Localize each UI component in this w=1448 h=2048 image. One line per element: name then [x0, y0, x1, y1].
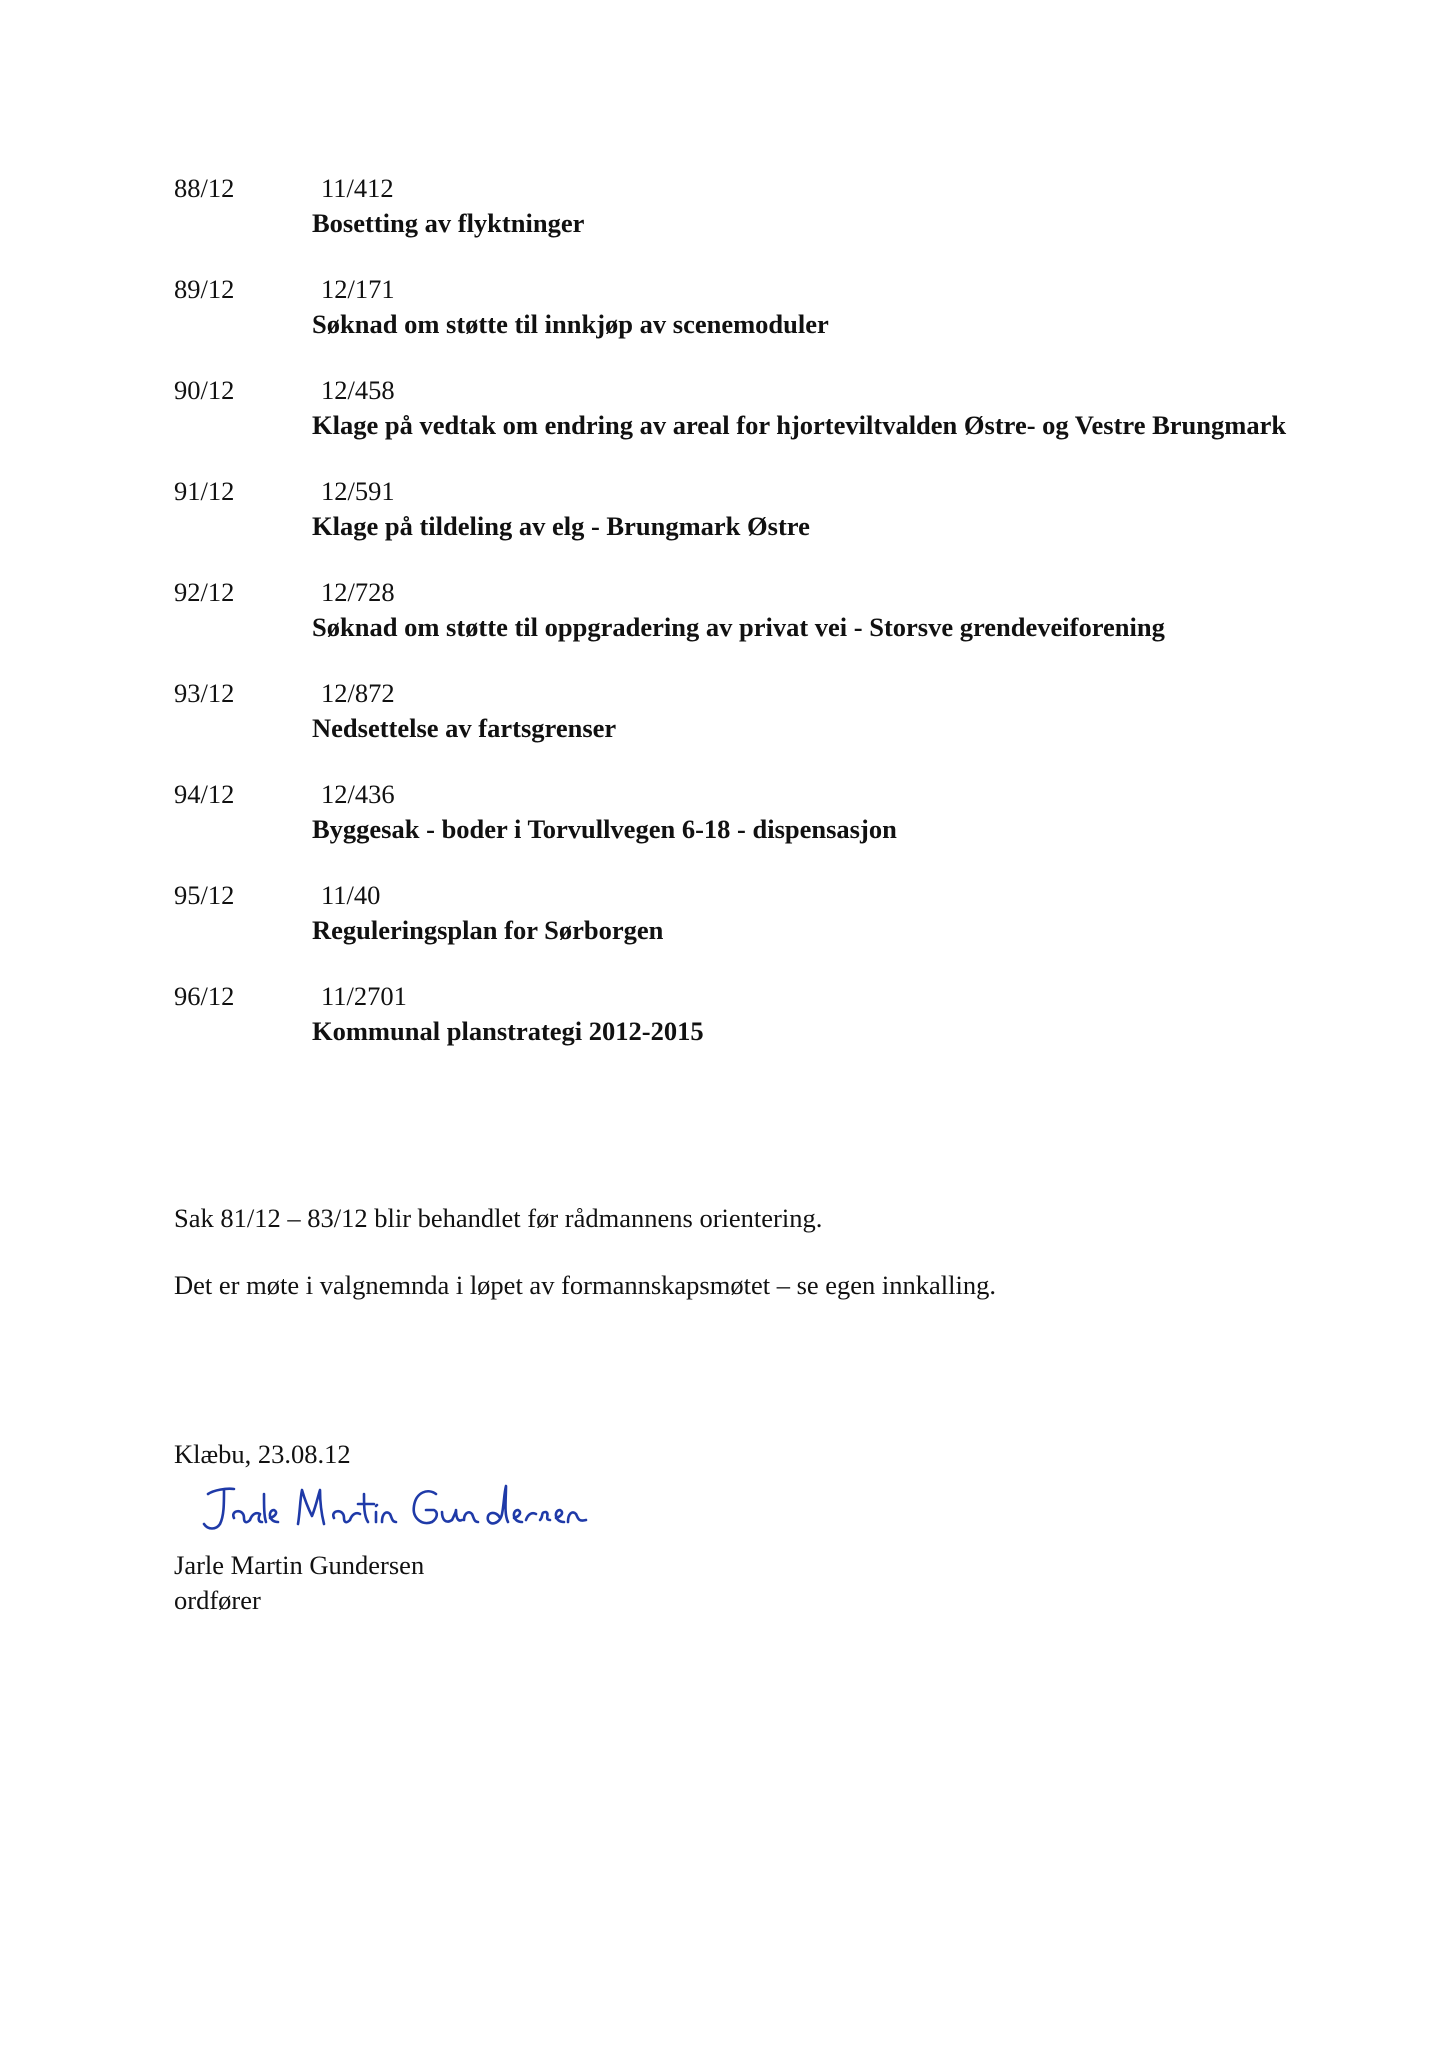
- case-number: 89/12: [174, 274, 235, 304]
- case-reference: 11/40: [321, 880, 381, 910]
- signer-role: ordfører: [174, 1585, 261, 1615]
- case-title: Klage på tildeling av elg - Brungmark Østre: [312, 511, 810, 541]
- case-title: Reguleringsplan for Sørborgen: [312, 915, 664, 945]
- case-item: [174, 978, 1314, 1048]
- case-item: [174, 574, 1314, 644]
- meeting-note: Det er møte i valgnemnda i løpet av formannskapsmøtet – se egen innkalling.: [174, 1270, 997, 1300]
- case-title: Byggesak - boder i Torvullvegen 6-18 - dispensasjon: [312, 814, 897, 844]
- case-number: 93/12: [174, 678, 235, 708]
- order-note: Sak 81/12 – 83/12 blir behandlet før rådmannens orientering.: [174, 1203, 823, 1233]
- case-item: [174, 271, 1314, 341]
- case-reference: 12/728: [321, 577, 395, 607]
- signer-name: Jarle Martin Gundersen: [174, 1550, 425, 1580]
- case-reference: 11/2701: [321, 981, 407, 1011]
- case-reference: 11/412: [321, 173, 394, 203]
- case-item: [174, 170, 1314, 240]
- case-item: [174, 473, 1314, 543]
- case-title: Kommunal planstrategi 2012-2015: [312, 1016, 704, 1046]
- case-number: 92/12: [174, 577, 235, 607]
- case-number: 88/12: [174, 173, 235, 203]
- signoff-block: [174, 1437, 874, 1618]
- notes-section: [174, 1200, 1314, 1334]
- case-reference: 12/458: [321, 375, 395, 405]
- handwritten-signature: [194, 1474, 614, 1544]
- case-list: [174, 170, 1314, 1079]
- case-item: [174, 372, 1314, 442]
- case-reference: 12/591: [321, 476, 395, 506]
- case-title: Bosetting av flyktninger: [312, 208, 585, 238]
- case-title: Nedsettelse av fartsgrenser: [312, 713, 617, 743]
- case-reference: 12/171: [321, 274, 395, 304]
- case-reference: 12/436: [321, 779, 395, 809]
- place-date: Klæbu, 23.08.12: [174, 1439, 351, 1469]
- case-number: 90/12: [174, 375, 235, 405]
- case-number: 96/12: [174, 981, 235, 1011]
- case-item: [174, 675, 1314, 745]
- case-number: 91/12: [174, 476, 235, 506]
- case-number: 94/12: [174, 779, 235, 809]
- case-number: 95/12: [174, 880, 235, 910]
- case-title: Søknad om støtte til oppgradering av privat vei - Storsve grendeveiforening: [312, 612, 1165, 642]
- case-reference: 12/872: [321, 678, 395, 708]
- case-title: Klage på vedtak om endring av areal for hjorteviltvalden Østre- og Vestre Brungmark: [312, 410, 1287, 440]
- case-item: [174, 776, 1314, 846]
- case-title: Søknad om støtte til innkjøp av scenemoduler: [312, 309, 829, 339]
- case-item: [174, 877, 1314, 947]
